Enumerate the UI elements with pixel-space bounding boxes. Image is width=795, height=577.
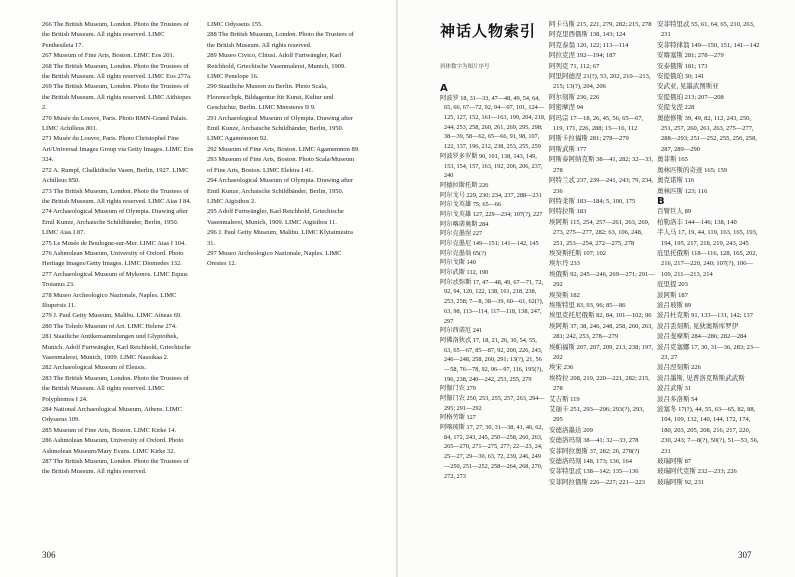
index-entry: 奥林匹斯的奇迹 165; 159 [657,166,728,174]
index-entry: 阿尔克墨翁 65(?) [440,249,486,257]
index-entry: 阿波罗 18, 31—33, 47—48, 49, 54, 64, 65, 66, 67—72, 92, 94—97, 101, 124—125, 127, 152, 161—163, 199, 204, 218, 244, 253, 258, 260, 261, 269, 295, 298; 38—39, 58—62, 65—66, 91, 98, 107, 122, 137, 196, 212, 238, 253, 255, 259 [440,94,546,151]
index-entry: 阿特柔斯 183—184; 5, 100, 175 [549,197,636,205]
index-letter-heading: B [657,195,665,207]
credit-entry: 274 Archaeological Museum of Olympia. Drawing after Emil Kunze, Archaische Schildbänder, Berlin, 1950. LIMC Aias I 87. [42,208,189,237]
index-entry: 玻瑞阿斯 87 [657,458,692,466]
credit-entry: LIMC Odysseus 155. [207,21,263,28]
index-entry: 庇里托俄斯 118—116, 128, 165, 202, 216, 217—220, 240; 107(?), 106—109, 211—213, 214 [657,249,758,278]
credit-entry: 297 Museo Archeologico Nazionale, Naples. LIMC Orestes 12. [207,249,342,268]
index-entry: 安提戈涅 228 [657,104,695,112]
index-column-1 [440,84,546,481]
index-entry: 安喀塞斯 281; 278—279 [657,52,724,60]
index-entry: 半人马 17, 19, 44, 119, 163, 165, 193, 194, 195, 217, 218, 219, 243, 245 [657,229,758,247]
index-entry: 波塞冬 17(?), 44, 55, 63—65, 82, 88, 104, 109, 132, 140, 144, 172, 174, 180, 203, 205, 208, 216, 217, 220, 230, 243; 7—8(?), 50(?), 51—53, 56, 231 [657,406,759,455]
index-entry: 阿尔戈斯 140 [440,259,476,267]
index-entry: 埃阿斯 37, 38, 246, 248, 258, 260, 263, 281; 242, 253, 278—279 [549,322,653,341]
index-entry: 阿列克 71, 112; 67 [549,62,600,70]
index-entry: 波吕涅刻斯 226 [657,364,701,372]
credit-entry: 275 Le Musée de Boulogne-sur-Mer. LIMC Aias I 104. [42,239,186,247]
index-entry: 玻瑞阿代克斯 232—233; 226 [657,468,737,476]
index-entry: 埃里克托尼俄斯 82, 84, 101—102; 96 [549,312,652,320]
credit-entry: 271 Musée du Louvre, Paris. Photo Christophel Fine Art/Universal Images Group via Getty Images. LIMC Eos 324. [42,135,194,164]
index-entry: 阿佛洛狄忒 17, 18, 21, 26, 30, 54, 55, 63, 65—67, 85—87, 92, 200, 226, 243, 246—248, 258, 260, 291; 13(?), 21, 56—58, 76—78, 92, 96—97, 116, 195(?), 196, 238, 240—242, 253, 255, 279 [440,336,543,383]
index-entry: 阿德拉斯托斯 226 [440,181,489,189]
credit-entry: 289 Museo Civico, Chiusi. Adolf Furtwängler, Karl Reichhold, Griechische Vasenmalerei, Munich, 1909. LIMC Penelope 16. [207,52,346,81]
index-entry: 阿特拉斯 183 [549,208,587,216]
index-entry: 波吕斐摩斯 284—286; 282—284 [657,333,747,341]
index-entry: 奥克诺斯 116 [657,177,695,185]
index-entry: 埃斯特里 83, 93, 96; 85—86 [549,301,626,309]
credit-entry: 282 Archaeological Museum of Eleusis. [42,364,147,372]
index-entry: 阿尔克墨涅 227 [440,230,483,238]
index-entry: 埃尔丹 233 [549,260,580,268]
index-entry: 波吕玻斯 89 [657,301,692,309]
credit-entry: 294 Archaeological Museum of Olympia. Drawing after Emil Kunze, Archaische Schildbänder, Berlin, 1950. LIMC Aigisthos 2. [207,177,354,205]
credit-entry: 285 Museum of Fine Arts, Boston. LIMC Kirke 14. [42,426,177,434]
index-entry: 玻瑞阿斯 92, 231 [657,478,705,486]
index-entry: 安菲阿拉奥斯 37, 282; 26, 278(?) [549,447,640,455]
credit-entry: 296 J. Paul Getty Museum, Malibu. LIMC Klytaimestra 31. [207,229,353,247]
index-entry: 安菲特律翁 149—150, 151; 141—142 [657,41,760,49]
index-entry: 阿卡马斯 215, 221, 279, 282; 215, 278 [549,21,652,28]
page-number-left: 306 [42,550,56,560]
index-entry: 阿尔戈号 229, 230; 234, 237, 288—231 [440,191,542,199]
index-entry: 阿尔西诺厄 241 [440,327,483,335]
credits-column-2 [207,20,361,270]
index-entry: 安提俄珀 30; 141 [657,73,705,81]
index-entry: 埃宋 236 [549,364,574,372]
index-column-2 [549,20,655,488]
credit-entry: 292 Museum of Fine Arts, Boston. LIMC Agamemnon 89. [207,145,360,153]
credit-entry: 281 Staatliche Antikensammlungen und Glyptothek, Munich. Adolf Furtwängler, Karl Reichhold, Griechische Vasenmalerei, Munich, 1909. LIMC Nausikaa 2. [42,333,191,361]
index-entry: 阿克泰翁 120, 122; 113—114 [549,41,629,49]
credits-column-1 [42,20,196,478]
index-entry: 阿尔克墨尼 149—151; 141—142, 145 [440,240,539,247]
index-entry: 埃帕福斯 207, 207, 209, 213, 238; 197, 202 [549,343,654,361]
index-entry: 百臂巨人 89 [657,208,692,216]
index-entry: 埃癸斯 182 [549,291,580,299]
credit-entry: 290 Staatliche Museen zu Berlin. Photo Scala, Florence/bpk, Bildagentur für Kunst, Kultur und Geschichte, Berlin. LIMC Mnesteres II 9. [207,83,334,112]
index-title: 神话人物索引 [440,22,537,40]
credit-entry: 270 Musée du Louvre, Paris. Photo RMN-Grand Palais. LIMC Achilleus 801. [42,114,188,133]
index-entry: 埃俄斯 92, 245—246, 269—271; 291—292 [549,270,655,289]
credit-entry: 295 Adolf Furtwängler, Karl Reichhold, Griechische Vasenmalerei, Munich, 1909. LIMC Aigisthos 11. [207,208,344,226]
index-entry: 阿伽门农 250, 253, 255, 257, 263, 294—295; 291—292 [440,395,545,412]
credit-entry: 286 Ashmolean Museum, University of Oxford. Photo Ashmolean Museum/Mary Evans. LIMC Kirke 32. [42,437,184,455]
index-entry: 阿尔武斯 112, 190 [440,269,489,277]
credit-entry: 269 The British Museum, London. Photo the Trustees of the British Museum. All rights reserved. LIMC Aithiopes 2. [42,83,191,112]
index-entry: 阿尔戈英雄 75; 65—66 [440,201,502,209]
credit-entry: 273 The British Museum, London. Photo the Trustees of the British Museum. All rights reserved. LIMC Aias I 84. [42,187,192,205]
page-number-right: 307 [738,550,752,560]
index-entry: 阿特兰忒 237, 239—241, 243; 79, 234, 236 [549,177,654,195]
index-entry: 安武亚, 见墨武图斯亚 [657,83,719,91]
credit-entry: 283 The British Museum, London. Photo the Trustees of the British Museum. All rights reserved. LIMC Polyphemos I 24. [42,374,189,403]
index-entry: 波阿斯 187 [657,291,688,299]
index-entry: 奥林匹斯 123; 116 [657,187,708,195]
index-entry: 阿尔刻斯 236, 226 [549,93,600,101]
credit-entry: 287 The British Museum, London. Photo the Trustees of the British Museum. All rights reserved. [42,458,189,476]
index-entry: 阿尔喀诺奥斯 284 [440,220,489,228]
index-entry: 阿伽门农 279 [440,385,476,393]
index-entry: 阿克里西俄斯 138, 143; 124 [549,31,626,39]
index-entry: 波吕杜克斯 91, 133—131, 142; 137 [657,312,754,320]
index-entry: 阿拉克涅 192—194; 187 [549,52,616,60]
credit-entry: 279 J. Paul Getty Museum, Malibu. LIMC Aineas 69. [42,312,182,320]
index-entry: 波吕克塞娜 17, 30, 31—36, 283; 23—23, 27 [657,343,760,361]
index-entry: 庇里提 203 [657,281,688,289]
index-entry: 阿斯武斯 177 [549,145,587,153]
index-entry: 埃癸斯托斯 107; 102 [549,249,607,257]
index-entry: 安提俄珀 213; 207—208 [657,93,724,101]
index-entry: 波吕墨斯, 见普洛克斯斯武武斯 [657,374,745,382]
index-entry: 安菲特里忒 55, 61, 64, 65, 210, 263, 231 [657,21,755,39]
index-entry: 艾丽卡 251, 293—296; 293(?), 293, 295 [549,406,645,424]
index-entry: 阿玛宗 17—18, 26, 45, 56, 65—67, 119, 171, 226, 288; 15—16, 112 [549,114,644,133]
index-note: 斜体数字为图片序号 [440,64,490,70]
index-entry: 阿斯卡拉福斯 281; 278—279 [549,135,629,143]
index-entry: 阿斯泰阿纳克斯 38—41, 282; 32—33, 278 [549,156,654,174]
credit-entry: 278 Museo Archeologico Nazionale, Naples. LIMC Iliupersis 11. [42,291,177,309]
index-letter-heading: A [440,83,448,94]
index-entry: 阿密摩涅 94 [549,104,584,112]
credit-entry: 276 Ashmolean Museum, University of Oxford. Photo Heritage Images/Getty Images. LIMC Diomedes 132. [42,249,184,268]
index-entry: 波吕武斯 31 [657,385,692,393]
index-entry: 阿里阿德涅 21(?), 53, 202, 210—213, 215; 13(?), 204, 206 [549,73,651,91]
credit-entry: 267 Museum of Fine Arts, Boston. LIMC Eos 201. [42,52,175,60]
index-entry: 埃特拉 208, 219, 220—221, 282; 215, 278 [549,374,650,393]
credit-entry: 293 Museum of Fine Arts, Boston. Photo Scala/Museum of Fine Arts, Boston. LIMC Elektra I 41. [207,156,355,174]
credit-entry: 272 A. Rumpf, Chalkidische Vasen, Berlin, 1927. LIMC Achilleus 850. [42,166,189,185]
credit-entry: 277 Archaeological Museum of Mykonos. LIMC Equus Troianus 23. [42,270,188,289]
index-entry: 安德洛墨达 209 [549,426,593,434]
index-entry: 柏勒洛丰 144—146; 138, 140 [657,218,737,226]
index-entry: 波吕丢刻斯, 见狄奥斯库罗伊 [657,322,739,330]
index-entry: 安泰俄斯 181; 173 [657,62,708,70]
index-entry: 安菲特里忒 138—142; 135—136 [549,468,639,476]
credit-entry: 291 Archaeological Museum of Olympia. Drawing after Emil Kunze, Archaische Schildbänder, Berlin, 1950. LIMC Agamemnon 92. [207,114,354,143]
index-entry: 埃阿斯 115, 254, 257—261, 263, 269, 273, 275—277, 282; 63, 106, 248, 251, 253—254, 272—275, 278 [549,218,650,247]
index-column-3 [657,20,763,488]
index-entry: 波吕多洛斯 54 [657,395,698,403]
index-entry: 阿尔戈英雄 127, 229—234; 107(?), 227 [440,210,543,218]
index-entry: 安菲阿拉俄斯 226—227; 221—223 [549,478,646,486]
credit-entry: 280 The Toledo Museum of Art. LIMC Helene 274. [42,322,177,330]
index-entry: 安德洛玛刻 148, 173; 136, 164 [549,458,633,466]
index-entry: 阿尔忒弥斯 17, 47—48, 49, 67—71, 72, 92, 94, 120, 122, 138, 161, 218, 238, 253, 258; 7—8, 38—39, 60—61, 62(?), 63, 98, 113—114, 117—118, 138, 247, 297 [440,278,544,325]
index-entry: 阿格劳斯 127 [440,414,476,422]
credit-entry: 284 National Archaeological Museum, Athens. LIMC Odysseus 109. [42,406,182,424]
index-entry: 阿波罗多罗斯 90, 101, 138, 143, 149, 153, 154, 157, 163, 192, 206, 206, 237, 240 [440,152,543,180]
index-entry: 阿喀琉斯 17, 27, 30, 31—38, 41, 46, 62, 84, 172, 243, 245, 250—258, 260, 263, 265—270, 271—275, 277; 22—23, 24, 25—27, 29—30, 63, 72, 239, 246, 249—250, 251—252, 258—264, 268, 270, 272, 273 [440,424,544,480]
index-entry: 安德洛玛刻 38—41; 32—33, 278 [549,437,639,445]
index-entry: 奥德修斯 39, 49, 82, 112, 243, 250, 251, 257, 260, 261, 263, 275—277, 288—293; 251—252, 255, 256, 258, 287, 289—290 [657,114,758,153]
index-entry: 艾吉斯 119 [549,395,580,403]
credit-entry: 266 The British Museum, London. Photo the Trustees of the British Museum. All rights reserved. LIMC Penthesileia 17. [42,21,189,49]
index-entry: 奥菲斯 165 [657,156,688,164]
credit-entry: 288 The British Museum, London. Photo the Trustees of the British Museum. All rights reserved. [207,31,354,49]
credit-entry: 268 The British Museum, London. Photo the Trustees of the British Museum. All rights reserved. LIMC Eos 277a. [42,62,192,81]
